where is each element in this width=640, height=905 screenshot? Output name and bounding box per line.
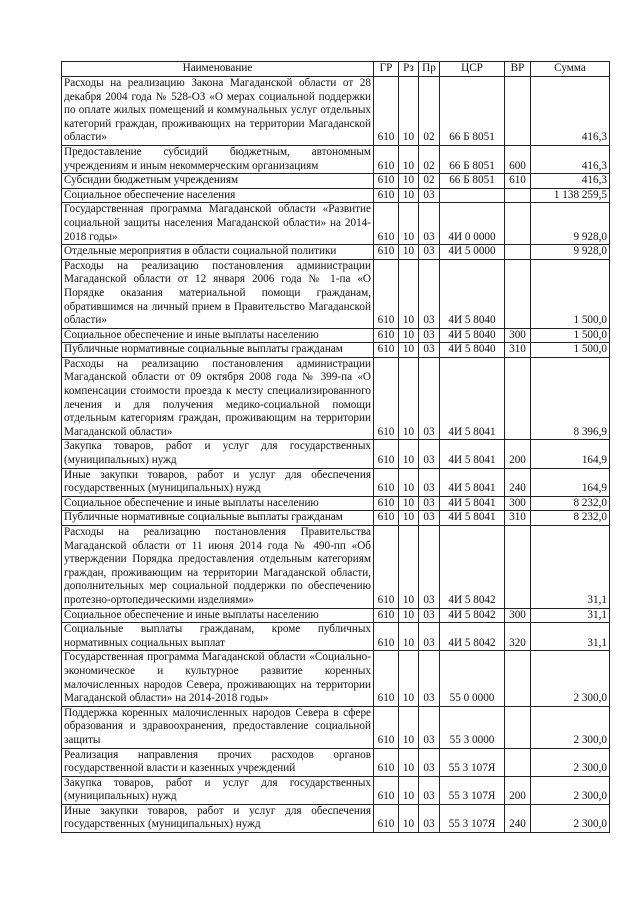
cell-csr: 66 Б 8051	[440, 77, 505, 146]
cell-vr	[505, 651, 531, 706]
cell-vr	[505, 748, 531, 776]
cell-csr: 66 Б 8051	[440, 174, 505, 189]
cell-pr: 02	[419, 77, 440, 146]
table-row	[62, 706, 610, 748]
cell-gr: 610	[374, 203, 399, 245]
cell-csr: 4И 5 8041	[440, 511, 505, 526]
table-row	[62, 145, 610, 173]
cell-csr: 4И 5 0000	[440, 245, 505, 260]
cell-csr: 4И 5 8040	[440, 328, 505, 343]
cell-name: Иные закупки товаров, работ и услуг для обеспечения государственных (муниципальных) нужд	[62, 804, 374, 832]
cell-gr: 610	[374, 651, 399, 706]
cell-csr: 4И 5 8041	[440, 496, 505, 511]
cell-vr	[505, 706, 531, 748]
cell-rz: 10	[399, 706, 419, 748]
cell-pr: 03	[419, 526, 440, 609]
cell-sum: 2 300,0	[531, 651, 610, 706]
cell-gr: 610	[374, 511, 399, 526]
cell-vr	[505, 259, 531, 328]
cell-name: Расходы на реализацию постановления Правительства Магаданской области от 11 июня 2014 года № 490-пп «Об утверждении Порядка предоставления отдельным категориям граждан, проживающим на территории Магаданской области, дополнительных мер социальной поддержки по обеспечению протезно-ортопедическими изделиями»	[62, 526, 374, 609]
cell-name: Субсидии бюджетным учреждениям	[62, 174, 374, 189]
cell-gr: 610	[374, 496, 399, 511]
table-row	[62, 174, 610, 189]
cell-vr	[505, 188, 531, 203]
cell-pr: 02	[419, 145, 440, 173]
cell-rz: 10	[399, 203, 419, 245]
cell-pr: 03	[419, 496, 440, 511]
cell-gr: 610	[374, 468, 399, 496]
cell-rz: 10	[399, 357, 419, 440]
cell-sum: 416,3	[531, 145, 610, 173]
cell-name: Социальное обеспечение и иные выплаты населению	[62, 328, 374, 343]
table-row	[62, 203, 610, 245]
cell-sum: 1 500,0	[531, 328, 610, 343]
cell-rz: 10	[399, 77, 419, 146]
cell-rz: 10	[399, 511, 419, 526]
header-sum: Сумма	[531, 62, 610, 77]
cell-name: Расходы на реализацию постановления администрации Магаданской области от 12 января 2006 года № 1-па «О Порядке оказания материальной помощи гражданам, обратившимся на личный прием в Правительство Магаданской области»	[62, 259, 374, 328]
cell-csr: 55 3 107Я	[440, 776, 505, 804]
cell-sum: 31,1	[531, 608, 610, 623]
cell-csr	[440, 188, 505, 203]
cell-pr: 03	[419, 343, 440, 358]
table-row	[62, 343, 610, 358]
budget-document-page	[61, 61, 610, 833]
cell-rz: 10	[399, 188, 419, 203]
table-row	[62, 623, 610, 651]
cell-pr: 03	[419, 651, 440, 706]
cell-rz: 10	[399, 651, 419, 706]
cell-rz: 10	[399, 343, 419, 358]
cell-name: Государственная программа Магаданской области «Социально-экономическое и культурное развитие коренных малочисленных народов Севера, проживающих на территории Магаданской области» на 2014-2018 годы»	[62, 651, 374, 706]
cell-rz: 10	[399, 623, 419, 651]
cell-rz: 10	[399, 259, 419, 328]
cell-pr: 03	[419, 328, 440, 343]
header-csr: ЦСР	[440, 62, 505, 77]
cell-pr: 03	[419, 804, 440, 832]
cell-name: Реализация направления прочих расходов органов государственной власти и казенных учреждений	[62, 748, 374, 776]
cell-sum: 31,1	[531, 623, 610, 651]
header-pr: Пр	[419, 62, 440, 77]
cell-pr: 03	[419, 245, 440, 260]
table-header-row	[62, 62, 610, 77]
cell-csr: 55 0 0000	[440, 651, 505, 706]
cell-name: Иные закупки товаров, работ и услуг для обеспечения государственных (муниципальных) нужд	[62, 468, 374, 496]
cell-name: Публичные нормативные социальные выплаты гражданам	[62, 343, 374, 358]
cell-rz: 10	[399, 526, 419, 609]
table-row	[62, 776, 610, 804]
table-row	[62, 511, 610, 526]
cell-csr: 4И 0 0000	[440, 203, 505, 245]
cell-vr: 300	[505, 496, 531, 511]
cell-vr: 310	[505, 511, 531, 526]
cell-sum: 8 232,0	[531, 496, 610, 511]
table-row	[62, 77, 610, 146]
cell-csr: 55 3 107Я	[440, 748, 505, 776]
cell-gr: 610	[374, 440, 399, 468]
cell-sum: 9 928,0	[531, 203, 610, 245]
cell-sum: 2 300,0	[531, 804, 610, 832]
cell-pr: 03	[419, 440, 440, 468]
cell-pr: 03	[419, 623, 440, 651]
cell-csr: 4И 5 8040	[440, 343, 505, 358]
cell-sum: 31,1	[531, 526, 610, 609]
cell-name: Отдельные мероприятия в области социальной политики	[62, 245, 374, 260]
cell-rz: 10	[399, 145, 419, 173]
cell-pr: 03	[419, 706, 440, 748]
budget-table	[61, 61, 610, 833]
cell-vr: 240	[505, 468, 531, 496]
cell-name: Публичные нормативные социальные выплаты гражданам	[62, 511, 374, 526]
table-row	[62, 608, 610, 623]
cell-gr: 610	[374, 328, 399, 343]
cell-gr: 610	[374, 804, 399, 832]
cell-csr: 4И 5 8042	[440, 608, 505, 623]
cell-rz: 10	[399, 748, 419, 776]
cell-vr: 200	[505, 776, 531, 804]
cell-gr: 610	[374, 357, 399, 440]
table-row	[62, 245, 610, 260]
cell-pr: 03	[419, 608, 440, 623]
cell-pr: 03	[419, 468, 440, 496]
cell-vr: 200	[505, 440, 531, 468]
cell-rz: 10	[399, 776, 419, 804]
cell-pr: 03	[419, 511, 440, 526]
cell-rz: 10	[399, 245, 419, 260]
table-row	[62, 651, 610, 706]
cell-sum: 416,3	[531, 77, 610, 146]
cell-gr: 610	[374, 748, 399, 776]
cell-csr: 4И 5 8042	[440, 526, 505, 609]
cell-vr	[505, 526, 531, 609]
cell-name: Расходы на реализацию постановления администрации Магаданской области от 09 октября 2008 года № 399-па «О компенсации стоимости проезда к месту специализированного лечения и для получения медико-социальной помощи отдельным категориям граждан, проживающим на территории Магаданской области»	[62, 357, 374, 440]
table-row	[62, 468, 610, 496]
cell-sum: 2 300,0	[531, 748, 610, 776]
cell-gr: 610	[374, 245, 399, 260]
table-row	[62, 804, 610, 832]
cell-pr: 03	[419, 259, 440, 328]
cell-gr: 610	[374, 259, 399, 328]
cell-csr: 4И 5 8040	[440, 259, 505, 328]
cell-vr: 610	[505, 174, 531, 189]
table-row	[62, 188, 610, 203]
cell-gr: 610	[374, 623, 399, 651]
cell-gr: 610	[374, 174, 399, 189]
cell-gr: 610	[374, 145, 399, 173]
cell-vr: 310	[505, 343, 531, 358]
cell-vr	[505, 357, 531, 440]
cell-pr: 02	[419, 174, 440, 189]
cell-sum: 416,3	[531, 174, 610, 189]
cell-sum: 1 500,0	[531, 259, 610, 328]
header-vr: ВР	[505, 62, 531, 77]
cell-rz: 10	[399, 440, 419, 468]
cell-sum: 1 500,0	[531, 343, 610, 358]
cell-vr: 300	[505, 328, 531, 343]
cell-vr: 320	[505, 623, 531, 651]
cell-vr: 300	[505, 608, 531, 623]
cell-vr: 600	[505, 145, 531, 173]
cell-name: Государственная программа Магаданской области «Развитие социальной защиты населения Магаданской области» на 2014-2018 годы»	[62, 203, 374, 245]
cell-gr: 610	[374, 526, 399, 609]
cell-name: Социальное обеспечение и иные выплаты населению	[62, 608, 374, 623]
cell-sum: 164,9	[531, 468, 610, 496]
cell-sum: 8 396,9	[531, 357, 610, 440]
cell-vr: 240	[505, 804, 531, 832]
cell-rz: 10	[399, 496, 419, 511]
cell-pr: 03	[419, 748, 440, 776]
table-row	[62, 440, 610, 468]
cell-gr: 610	[374, 343, 399, 358]
cell-name: Социальное обеспечение и иные выплаты населению	[62, 496, 374, 511]
cell-pr: 03	[419, 776, 440, 804]
cell-pr: 03	[419, 357, 440, 440]
cell-sum: 2 300,0	[531, 776, 610, 804]
cell-pr: 03	[419, 203, 440, 245]
cell-csr: 4И 5 8041	[440, 440, 505, 468]
cell-rz: 10	[399, 608, 419, 623]
cell-pr: 03	[419, 188, 440, 203]
cell-csr: 4И 5 8041	[440, 357, 505, 440]
cell-csr: 66 Б 8051	[440, 145, 505, 173]
cell-name: Закупка товаров, работ и услуг для государственных (муниципальных) нужд	[62, 776, 374, 804]
cell-gr: 610	[374, 706, 399, 748]
cell-rz: 10	[399, 328, 419, 343]
cell-rz: 10	[399, 468, 419, 496]
cell-name: Расходы на реализацию Закона Магаданской области от 28 декабря 2004 года № 528-ОЗ «О мерах социальной поддержки по оплате жилых помещений и коммунальных услуг отдельных категорий граждан, проживающих на территории Магаданской области»	[62, 77, 374, 146]
cell-sum: 164,9	[531, 440, 610, 468]
cell-sum: 8 232,0	[531, 511, 610, 526]
cell-sum: 2 300,0	[531, 706, 610, 748]
cell-csr: 55 3 0000	[440, 706, 505, 748]
cell-sum: 1 138 259,5	[531, 188, 610, 203]
cell-gr: 610	[374, 776, 399, 804]
header-name: Наименование	[62, 62, 374, 77]
table-row	[62, 526, 610, 609]
cell-vr	[505, 245, 531, 260]
table-row	[62, 259, 610, 328]
table-row	[62, 357, 610, 440]
cell-csr: 55 3 107Я	[440, 804, 505, 832]
cell-sum: 9 928,0	[531, 245, 610, 260]
cell-name: Социальное обеспечение населения	[62, 188, 374, 203]
cell-vr	[505, 203, 531, 245]
header-gr: ГР	[374, 62, 399, 77]
cell-name: Социальные выплаты гражданам, кроме публичных нормативных социальных выплат	[62, 623, 374, 651]
cell-csr: 4И 5 8042	[440, 623, 505, 651]
cell-rz: 10	[399, 804, 419, 832]
cell-name: Закупка товаров, работ и услуг для государственных (муниципальных) нужд	[62, 440, 374, 468]
table-row	[62, 748, 610, 776]
cell-gr: 610	[374, 188, 399, 203]
table-row	[62, 496, 610, 511]
header-rz: Рз	[399, 62, 419, 77]
cell-name: Поддержка коренных малочисленных народов Севера в сфере образования и здравоохранения, предоставление социальной защиты	[62, 706, 374, 748]
cell-rz: 10	[399, 174, 419, 189]
table-row	[62, 328, 610, 343]
cell-gr: 610	[374, 77, 399, 146]
cell-vr	[505, 77, 531, 146]
cell-gr: 610	[374, 608, 399, 623]
cell-csr: 4И 5 8041	[440, 468, 505, 496]
cell-name: Предоставление субсидий бюджетным, автономным учреждениям и иным некоммерческим организациям	[62, 145, 374, 173]
